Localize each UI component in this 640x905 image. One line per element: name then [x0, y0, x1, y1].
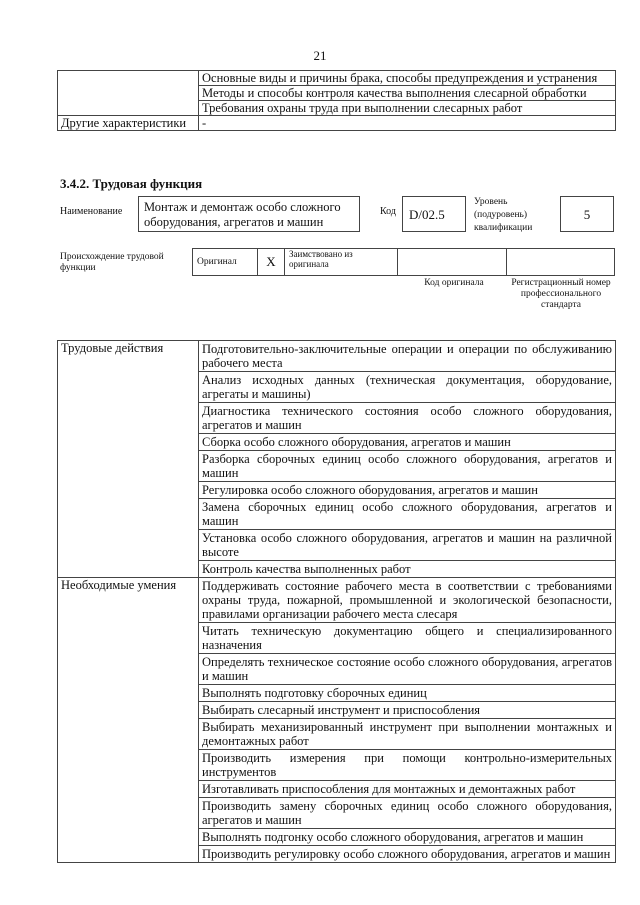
- function-name-box: Монтаж и демонтаж особо сложного оборудования, агрегатов и машин: [138, 196, 360, 232]
- skills-label: Необходимые умения: [58, 578, 199, 863]
- other-characteristics-label: Другие характеристики: [58, 116, 199, 131]
- knowledge-item: Основные виды и причины брака, способы предупреждения и устранения: [199, 71, 616, 86]
- registration-number-caption: Регистрационный номер профессионального стандарта: [511, 278, 611, 310]
- other-characteristics-value: -: [199, 116, 616, 131]
- borrowed-label: Заимствовано из оригинала: [285, 249, 398, 276]
- page-number: 21: [313, 48, 327, 63]
- skills-item: Производить замену сборочных единиц особо сложного оборудования, агрегатов и машин: [199, 798, 616, 829]
- skills-item: Выполнять подгонку особо сложного оборудования, агрегатов и машин: [199, 829, 616, 846]
- registration-number-cell: [506, 249, 615, 276]
- function-details-table: [57, 340, 616, 863]
- skills-item: Производить регулировку особо сложного оборудования, агрегатов и машин: [199, 846, 616, 863]
- original-label: Оригинал: [193, 249, 258, 276]
- skills-item: Выбирать механизированный инструмент при выполнении монтажных и демонтажных работ: [199, 719, 616, 750]
- table-row: [193, 249, 615, 276]
- skills-item: Поддерживать состояние рабочего места в соответствии с требованиями охраны труда, пожарной, промышленной и экологической безопасности, правилами организации рабочего места слесаря: [199, 578, 616, 623]
- labor-actions-item: Диагностика технического состояния особо сложного оборудования, агрегатов и машин: [199, 403, 616, 434]
- table-row: [58, 116, 616, 131]
- code-label: Код: [380, 206, 396, 217]
- skills-item: Производить измерения при помощи контрольно-измерительных инструментов: [199, 750, 616, 781]
- table-row: [58, 341, 616, 372]
- knowledge-item: Методы и способы контроля качества выполнения слесарной обработки: [199, 86, 616, 101]
- labor-actions-item: Контроль качества выполненных работ: [199, 561, 616, 578]
- empty-label-cell: [58, 71, 199, 116]
- labor-actions-item: Регулировка особо сложного оборудования, агрегатов и машин: [199, 482, 616, 499]
- skills-item: Определять техническое состояние особо сложного оборудования, агрегатов и машин: [199, 654, 616, 685]
- section-title: 3.4.2. Трудовая функция: [60, 176, 203, 191]
- labor-actions-item: Разборка сборочных единиц особо сложного оборудования, агрегатов и машин: [199, 451, 616, 482]
- origin-label: Происхождение трудовой функции: [60, 252, 164, 273]
- skills-item: Выполнять подготовку сборочных единиц: [199, 685, 616, 702]
- labor-actions-item: Анализ исходных данных (техническая документация, оборудование, агрегаты и машины): [199, 372, 616, 403]
- skills-item: Изготавливать приспособления для монтажных и демонтажных работ: [199, 781, 616, 798]
- labor-actions-label: Трудовые действия: [58, 341, 199, 578]
- skills-item: Читать техническую документацию общего и специализированного назначения: [199, 623, 616, 654]
- name-label: Наименование: [60, 206, 123, 217]
- qualification-level-box: 5: [560, 196, 614, 232]
- knowledge-item: Требования охраны труда при выполнении слесарных работ: [199, 101, 616, 116]
- labor-actions-item: Установка особо сложного оборудования, агрегатов и машин на различной высоте: [199, 530, 616, 561]
- labor-actions-item: Замена сборочных единиц особо сложного оборудования, агрегатов и машин: [199, 499, 616, 530]
- table-row: [58, 71, 616, 86]
- function-code-box: D/02.5: [402, 196, 466, 232]
- labor-actions-item: Сборка особо сложного оборудования, агрегатов и машин: [199, 434, 616, 451]
- original-mark: X: [258, 249, 285, 276]
- original-code-cell: [398, 249, 507, 276]
- labor-actions-item: Подготовительно-заключительные операции и операции по обслуживанию рабочего места: [199, 341, 616, 372]
- origin-table: [192, 248, 615, 276]
- original-code-caption: Код оригинала: [424, 278, 484, 288]
- knowledge-table-continuation: [57, 70, 616, 131]
- qualification-level-label: Уровень (подуровень) квалификации: [474, 197, 533, 233]
- table-row: [58, 578, 616, 623]
- skills-item: Выбирать слесарный инструмент и приспособления: [199, 702, 616, 719]
